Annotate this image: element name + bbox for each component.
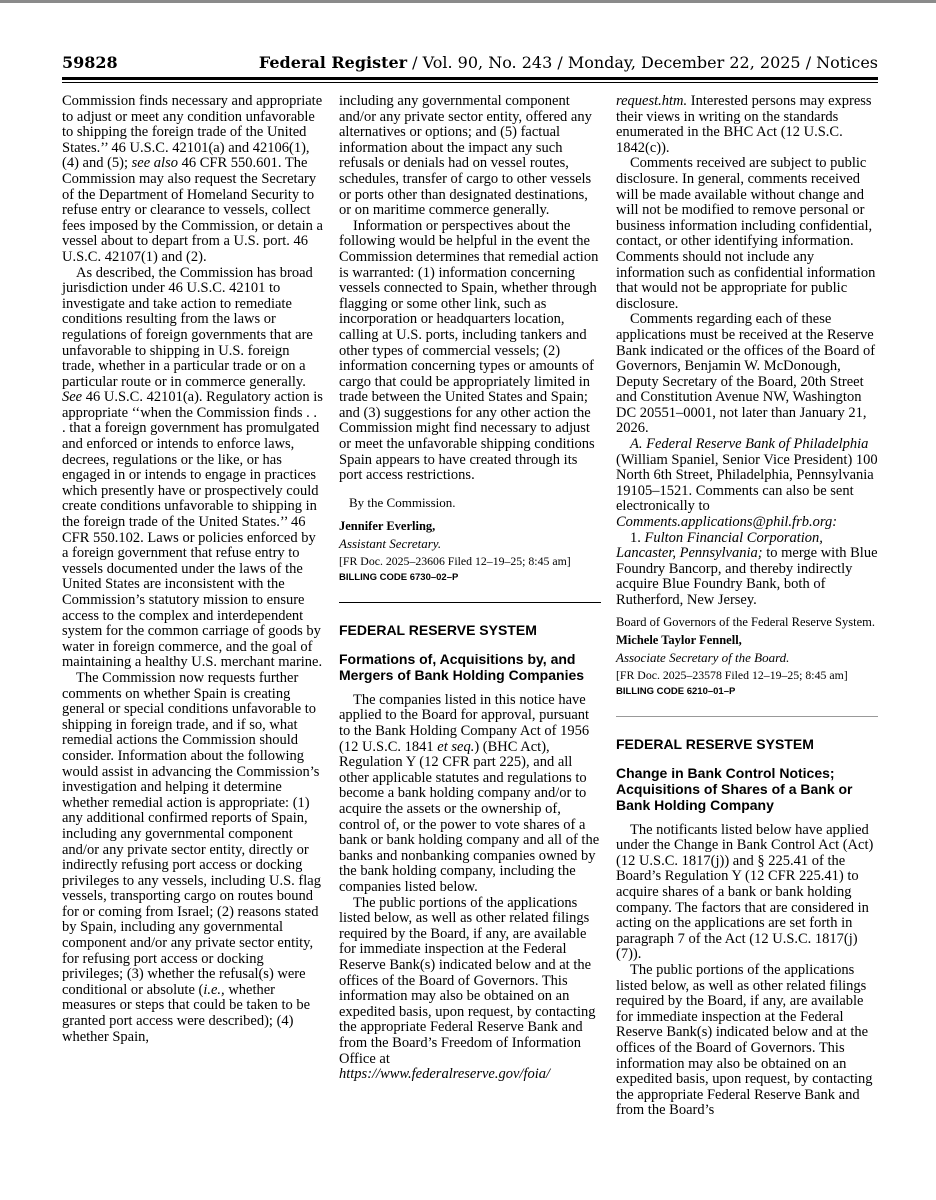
section-divider xyxy=(616,716,878,717)
column-2 xyxy=(339,94,601,1083)
header-rule-thin xyxy=(62,82,878,83)
comments-email: Comments.applications@phil.frb.org: xyxy=(616,514,838,531)
header-rule xyxy=(62,77,878,80)
signer-name: Michele Taylor Fennell, xyxy=(616,632,742,647)
paragraph: The Commission now requests further comments on whether Spain is creating general or special conditions unfavorable to shipping in foreign trade, and if so, what remedial actions the Commission should consider. Information about the following would assist in advancing the Commission’s investigation and helping it determine whether remedial action is appropriate: (1) any additional confirmed reports of Spain, including any governmental component and/or any private sector entity, directly or indirectly refusing port access or docking privileges to any vessels, including U.S. flag vessels, transporting cargo on routes bound for or coming from Israel; (2) reasons stated by Spain, including any governmental component and/or any private sector entity, for refusing port access or docking privileges; (3) whether the refusal(s) were conditional or absolute (i.e., whether measures or steps that could be taken to be granted port access were described); (4) whether Spain, xyxy=(62,669,321,1045)
foia-link: https://www.federalreserve.gov/foia/ xyxy=(339,1066,551,1083)
paragraph: Comments received are subject to public disclosure. In general, comments received will be made available without change and will not be modified to remove personal or business information including confidential, contact, or other identifying information. Comments should not include any information such as confidential information that would not be appropriate for public disclosure. xyxy=(616,155,876,312)
section-name: Notices xyxy=(816,53,878,72)
notice-subject: Formations of, Acquisitions by, and Mergers of Bank Holding Companies xyxy=(339,650,585,683)
by-the-commission: By the Commission. xyxy=(349,494,456,510)
paragraph: including any governmental component and/or any private sector entity, offered any alternatives or options; and (5) factual information about the impact any such refusals or denials had on vessel routes, schedules, transfer of cargo to other vessels or ports other than designated destinations, or on maritime commerce generally. xyxy=(339,93,592,219)
paragraph: As described, the Commission has broad jurisdiction under 46 U.S.C. 42101 to investigate and take action to remediate conditions resulting from the laws or regulations of foreign governments that are unfavorable to shipping in U.S. foreign trade, whether in a particular trade or on a particular route or in commerce generally. See 46 U.S.C. 42101(a). Regulatory action is appropriate ‘‘when the Commission finds . . . that a foreign government has promulgated and enforced or intends to enforce laws, decrees, regulations or the like, or has engaged in or intends to engage in practices which presently have or prospectively could create conditions unfavorable to shipping in the foreign trade of the United States.’’ 46 CFR 550.102. Laws or policies enforced by a foreign government that refuse entry to vessels documented under the laws of the United States are inconsistent with the Commission’s statutory mission to ensure access to the complex and interdependent system for the common carriage of goods by water in foreign commerce, and the goal of maintaining a healthy U.S. merchant marine. xyxy=(62,264,323,671)
page-number: 59828 xyxy=(62,53,118,72)
fr-doc-line: [FR Doc. 2025–23578 Filed 12–19–25; 8:45 am] xyxy=(616,667,848,682)
fr-doc-line: [FR Doc. 2025–23606 Filed 12–19–25; 8:45 am] xyxy=(339,553,571,568)
billing-code: BILLING CODE 6730–02–P xyxy=(339,571,459,583)
column-1 xyxy=(62,94,324,1045)
paragraph: Information or perspectives about the following would be helpful in the event the Commission determines that remedial action is warranted: (1) information concerning vessels connected to Spain, whether through flagging or some other link, such as incorporation or headquarters location, calling at U.S. ports, including tankers and other types of commercial vessels; (2) information concerning types or amounts of cargo that could be appropriately limited in trade between the United States and Spain; and (3) suggestions for any other action the Commission might find necessary to adjust or meet the unfavorable shipping conditions Spain appears to have created through its port access restrictions. xyxy=(339,217,599,484)
paragraph: The public portions of the applications listed below, as well as other related filings required by the Board, if any, are available for immediate inspection at the Federal Reserve Bank(s) indicated below and at the offices of the Board of Governors. This information may also be obtained on an expedited basis, upon request, by contacting the appropriate Federal Reserve Bank and from the Board’s Freedom of Information Office at https://www.federalreserve.gov/foia/ xyxy=(339,894,596,1083)
issue-volume: Vol. 90, No. 243 xyxy=(422,53,553,72)
issue-date: Monday, December 22, 2025 xyxy=(567,53,801,72)
signer-title: Assistant Secretary. xyxy=(339,535,442,551)
running-head: Federal Register / Vol. 90, No. 243 / Monday, December 22, 2025 / Notices xyxy=(258,53,878,72)
agency-heading: FEDERAL RESERVE SYSTEM xyxy=(616,735,814,752)
page-header xyxy=(62,53,878,77)
billing-code: BILLING CODE 6210–01–P xyxy=(616,685,736,697)
signer-name: Jennifer Everling, xyxy=(339,518,436,533)
publication-name: Federal Register xyxy=(258,53,408,72)
paragraph: The public portions of the applications listed below, as well as other related filings required by the Board, if any, are available for immediate inspection at the Federal Reserve Bank(s) indicated below and at the offices of the Board of Governors. This information may also be obtained on an expedited basis, upon request, by contacting the appropriate Federal Reserve Bank and from the Board’s xyxy=(616,961,873,1119)
paragraph: A. Federal Reserve Bank of Philadelphia (William Spaniel, Senior Vice President) 100 North 6th Street, Philadelphia, Pennsylvania 19105–1521. Comments can also be sent electronically to Comments.applications@phil.frb.org: xyxy=(616,436,878,531)
agency-heading: FEDERAL RESERVE SYSTEM xyxy=(339,621,537,638)
top-border xyxy=(0,0,936,3)
board-line: Board of Governors of the Federal Reserve System. xyxy=(616,614,875,629)
column-3 xyxy=(616,94,878,1119)
paragraph: The notificants listed below have applied under the Change in Bank Control Act (Act) (12 U.S.C. 1817(j)) and § 225.41 of the Board’s Regulation Y (12 CFR 225.41) to acquire shares of a bank or bank holding company. The factors that are considered in acting on the applications are set forth in paragraph 7 of the Act (12 U.S.C. 1817(j)(7)). xyxy=(616,821,874,963)
section-divider xyxy=(339,602,601,603)
signer-title: Associate Secretary of the Board. xyxy=(616,649,790,665)
paragraph: Comments regarding each of these applications must be received at the Reserve Bank indicated or the offices of the Board of Governors, Benjamin W. McDonough, Deputy Secretary of the Board, 20th Street and Constitution Avenue NW, Washington DC 20551–0001, not later than January 21, 2026. xyxy=(616,311,876,437)
paragraph: Commission finds necessary and appropriate to adjust or meet any condition unfavorable to shipping the foreign trade of the United States.’’ 46 U.S.C. 42101(a) and 42106(1), (4) and (5); see also 46 CFR 550.601. The Commission may also request the Secretary of the Department of Homeland Security to refuse entry or clearance to vessels, collect fees imposed by the Commission, or detain a vessel about to depart from a U.S. port. 46 U.S.C. 42107(1) and (2). xyxy=(62,93,323,265)
paragraph: request.htm. Interested persons may express their views in writing on the standards enumerated in the BHC Act (12 U.S.C. 1842(c)). xyxy=(616,93,872,156)
notice-subject: Change in Bank Control Notices; Acquisitions of Shares of a Bank or Bank Holding Company xyxy=(616,764,853,813)
paragraph: 1. Fulton Financial Corporation, Lancaster, Pennsylvania; to merge with Blue Foundry Bancorp, and thereby indirectly acquire Blue Foundry Bank, both of Rutherford, New Jersey. xyxy=(616,529,878,608)
paragraph: The companies listed in this notice have applied to the Board for approval, pursuant to the Bank Holding Company Act of 1956 (12 U.S.C. 1841 et seq.) (BHC Act), Regulation Y (12 CFR part 225), and all other applicable statutes and regulations to become a bank holding company and/or to acquire the assets or the ownership of, control of, or the power to vote shares of a bank or bank holding company and all of the banks and nonbanking companies owned by the bank holding company, including the companies listed below. xyxy=(339,691,600,895)
